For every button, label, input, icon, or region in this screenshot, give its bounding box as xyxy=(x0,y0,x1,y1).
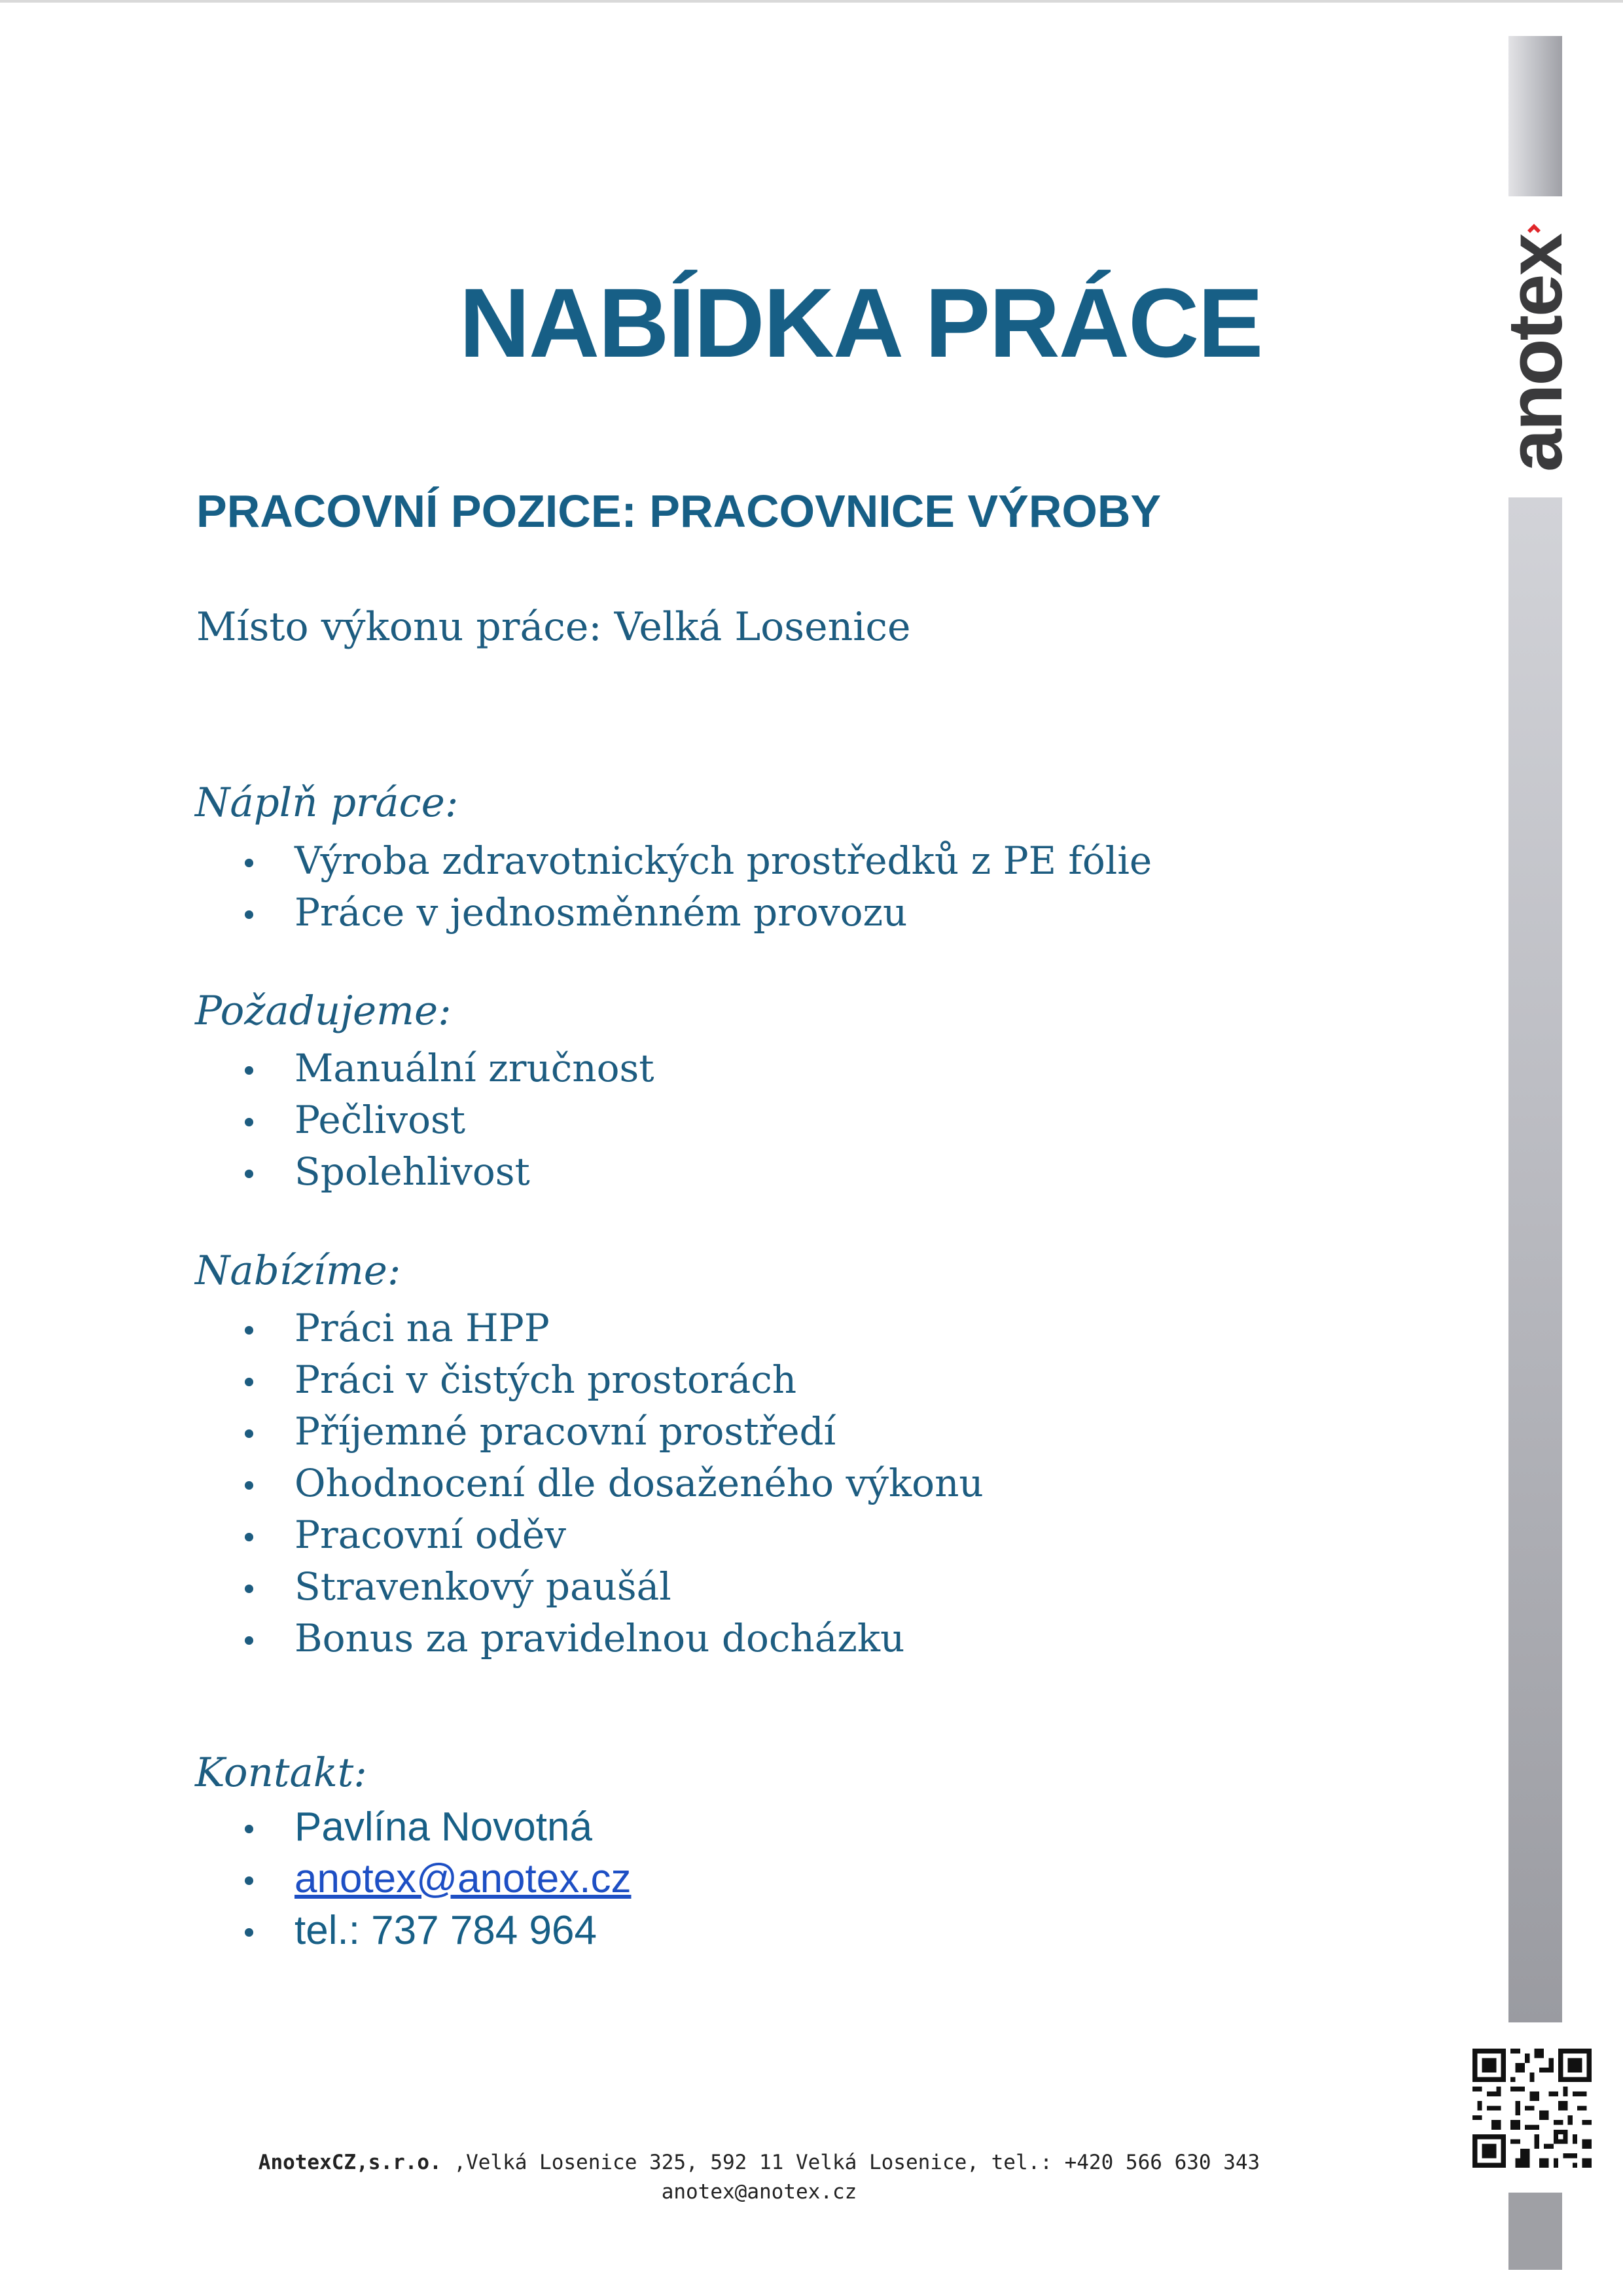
page-title: NABÍDKA PRÁCE xyxy=(459,268,1262,378)
job-position: PRACOVNÍ POZICE: PRACOVNICE VÝROBY xyxy=(196,486,1162,537)
requirements-heading: Požadujeme: xyxy=(195,988,452,1034)
list-item: Práci na HPP xyxy=(242,1302,984,1354)
logo-accent-icon xyxy=(1525,221,1543,240)
work-location: Místo výkonu práce: Velká Losenice xyxy=(196,604,911,650)
footer-address-line xyxy=(0,2148,1518,2178)
job-content-list xyxy=(242,835,1152,939)
brand-strip-bottom xyxy=(1508,2193,1562,2270)
brand-strip-middle xyxy=(1508,497,1562,2022)
top-border xyxy=(0,0,1623,3)
contact-heading: Kontakt: xyxy=(195,1749,367,1796)
footer-address: ,Velká Losenice 325, 592 11 Velká Losenice, tel.: +420 566 630 343 xyxy=(441,2151,1260,2174)
offer-heading: Nabízíme: xyxy=(195,1247,401,1294)
list-item: Příjemné pracovní prostředí xyxy=(242,1406,984,1458)
contact-list xyxy=(242,1801,631,1956)
offer-list xyxy=(242,1302,984,1664)
job-content-heading: Náplň práce: xyxy=(195,780,459,826)
contact-email-item xyxy=(242,1853,631,1905)
requirements-list xyxy=(242,1043,654,1198)
footer-email: anotex@anotex.cz xyxy=(661,2180,857,2204)
list-item: Pracovní oděv xyxy=(242,1509,984,1561)
contact-email-link[interactable]: anotex@anotex.cz xyxy=(294,1856,632,1901)
brand-strip-top xyxy=(1508,36,1562,196)
list-item: Práci v čistých prostorách xyxy=(242,1354,984,1406)
footer-company: AnotexCZ,s.r.o. xyxy=(258,2151,442,2174)
list-item: Výroba zdravotnických prostředků z PE fólie xyxy=(242,835,1152,887)
contact-name: Pavlína Novotná xyxy=(242,1801,631,1853)
list-item: Bonus za pravidelnou docházku xyxy=(242,1613,984,1664)
qr-code-icon xyxy=(1472,2049,1592,2168)
list-item: Spolehlivost xyxy=(242,1146,654,1198)
footer xyxy=(0,2148,1623,2207)
list-item: Manuální zručnost xyxy=(242,1043,654,1094)
list-item: Ohodnocení dle dosaženého výkonu xyxy=(242,1458,984,1509)
list-item: Stravenkový paušál xyxy=(242,1561,984,1613)
list-item: Práce v jednosměnném provozu xyxy=(242,887,1152,939)
logo-text: anotex xyxy=(1492,234,1578,473)
list-item: Pečlivost xyxy=(242,1094,654,1146)
anotex-logo xyxy=(1492,209,1578,497)
contact-phone: tel.: 737 784 964 xyxy=(242,1905,631,1956)
